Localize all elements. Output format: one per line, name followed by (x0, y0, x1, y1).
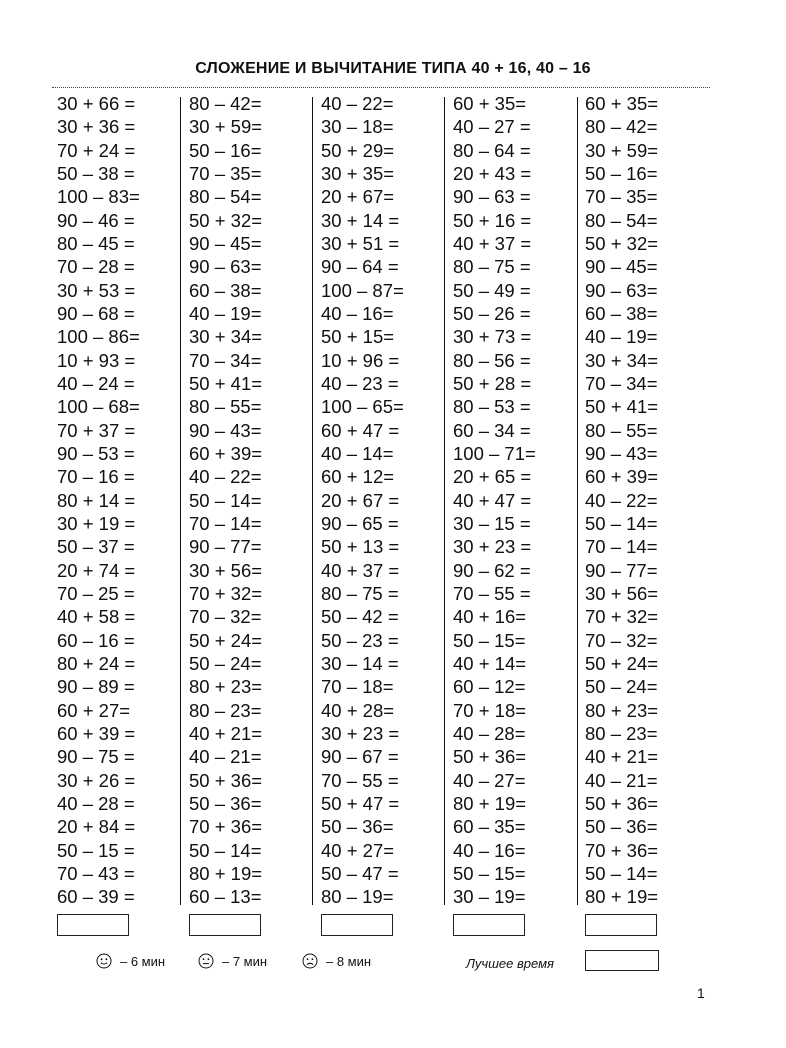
exercise-item: 50 + 28 = (453, 372, 532, 394)
exercise-item: 50 + 36= (585, 792, 659, 814)
exercise-item: 50 – 14= (585, 862, 658, 884)
exercise-item: 40 – 24 = (57, 372, 135, 394)
exercise-item: 50 – 15= (453, 629, 526, 651)
sad-face-icon (302, 953, 318, 969)
exercise-item: 80 – 42= (189, 93, 262, 114)
exercise-item: 40 – 27= (453, 769, 526, 791)
exercise-item: 80 + 23= (585, 699, 659, 721)
exercise-item: 90 – 45= (585, 256, 658, 278)
exercise-item: 90 – 68 = (57, 302, 135, 324)
exercise-item: 50 – 24= (585, 676, 658, 698)
exercise-item: 40 – 27 = (453, 116, 531, 138)
exercise-item: 50 – 36= (189, 792, 262, 814)
exercise-item: 20 + 67= (321, 186, 395, 208)
exercise-item: 30 – 19= (453, 886, 526, 908)
exercise-item: 40 – 28= (453, 722, 526, 744)
exercise-item: 10 + 96 = (321, 349, 400, 371)
exercise-item: 90 – 63= (585, 279, 658, 301)
exercise-item: 90 – 65 = (321, 512, 399, 534)
exercise-item: 40 – 23 = (321, 372, 399, 394)
column-divider (577, 97, 578, 905)
column-divider (180, 97, 181, 905)
exercise-item: 60 – 38= (189, 279, 262, 301)
exercise-item: 30 + 59= (189, 116, 263, 138)
exercise-item: 50 – 38 = (57, 162, 135, 184)
exercise-item: 60 – 38= (585, 302, 658, 324)
exercise-item: 80 – 56 = (453, 349, 531, 371)
legend-item-smile (96, 953, 165, 969)
exercise-item: 60 + 35= (585, 93, 659, 114)
exercise-item: 30 + 36 = (57, 116, 136, 138)
exercise-item: 20 + 84 = (57, 816, 136, 838)
exercise-item: 40 + 14= (453, 652, 527, 674)
exercise-item: 60 + 39 = (57, 722, 136, 744)
time-box-column-2[interactable] (189, 914, 261, 936)
exercise-item: 60 – 35= (453, 816, 526, 838)
exercise-item: 70 – 14= (585, 536, 658, 558)
exercise-item: 60 + 12= (321, 466, 395, 488)
page-number: 1 (697, 985, 705, 1001)
exercise-item: 30 + 56= (585, 582, 659, 604)
column-divider (444, 97, 445, 905)
exercise-item: 80 – 54= (585, 209, 658, 231)
smile-icon (96, 953, 112, 969)
exercise-item: 30 + 23 = (453, 536, 532, 558)
exercise-item: 90 – 75 = (57, 746, 135, 768)
exercise-item: 90 – 77= (189, 536, 262, 558)
exercise-item: 80 – 75 = (453, 256, 531, 278)
exercise-item: 90 – 64 = (321, 256, 399, 278)
exercise-item: 70 + 32= (189, 582, 263, 604)
exercise-item: 20 + 74 = (57, 559, 136, 581)
exercise-item: 90 – 46 = (57, 209, 135, 231)
exercise-item: 70 – 55 = (321, 769, 399, 791)
legend-text: – 6 мин (120, 953, 166, 969)
exercise-item: 70 – 32= (189, 606, 262, 628)
exercise-item: 70 + 36= (189, 816, 263, 838)
exercise-item: 40 + 37 = (453, 232, 532, 254)
exercise-item: 50 + 24= (585, 652, 659, 674)
page-title: СЛОЖЕНИЕ И ВЫЧИТАНИЕ ТИПА 40 + 16, 40 – 16 (195, 60, 591, 77)
exercise-item: 60 – 39 = (57, 886, 135, 908)
exercise-item: 80 – 23= (585, 722, 658, 744)
exercise-item: 100 – 86= (57, 326, 140, 348)
exercise-item: 30 + 73 = (453, 326, 532, 348)
exercise-item: 50 – 42 = (321, 606, 399, 628)
exercise-item: 50 – 36= (321, 816, 394, 838)
exercise-item: 30 + 66 = (57, 93, 136, 114)
column-divider (312, 97, 313, 905)
exercise-item: 30 – 18= (321, 116, 394, 138)
exercise-column-3 (321, 92, 404, 908)
exercise-item: 90 – 43= (189, 419, 262, 441)
exercise-item: 40 – 16= (453, 839, 526, 861)
exercise-item: 50 – 16= (189, 139, 262, 161)
exercise-item: 40 – 22= (321, 93, 394, 114)
exercise-item: 40 – 19= (189, 302, 262, 324)
exercise-item: 40 + 21= (585, 746, 659, 768)
exercise-item: 30 + 56= (189, 559, 263, 581)
exercise-item: 70 – 55 = (453, 582, 531, 604)
exercise-item: 100 – 83= (57, 186, 140, 208)
exercise-item: 50 – 26 = (453, 302, 531, 324)
exercise-item: 50 – 47 = (321, 862, 399, 884)
exercise-item: 50 – 36= (585, 816, 658, 838)
time-box-column-5[interactable] (585, 914, 657, 936)
exercise-item: 30 + 26 = (57, 769, 136, 791)
exercise-item: 70 – 25 = (57, 582, 135, 604)
exercise-item: 80 + 19= (189, 862, 263, 884)
exercise-item: 90 – 89 = (57, 676, 135, 698)
exercise-item: 40 – 21= (189, 746, 262, 768)
exercise-item: 50 – 49 = (453, 279, 531, 301)
exercise-item: 30 + 14 = (321, 209, 400, 231)
exercise-item: 50 + 16 = (453, 209, 532, 231)
exercise-item: 50 – 14= (189, 489, 262, 511)
exercise-item: 60 + 35= (453, 93, 527, 114)
exercise-item: 40 – 22= (189, 466, 262, 488)
neutral-face-icon (198, 953, 214, 969)
exercise-item: 50 + 41= (585, 396, 659, 418)
legend-item-neutral (198, 953, 267, 969)
time-box-column-4[interactable] (453, 914, 525, 936)
exercise-column-2 (189, 92, 262, 908)
exercise-item: 80 – 55= (585, 419, 658, 441)
exercise-item: 70 + 36= (585, 839, 659, 861)
exercise-item: 50 – 14= (585, 512, 658, 534)
exercise-item: 60 + 27= (57, 699, 131, 721)
exercise-item: 100 – 71= (453, 442, 536, 464)
exercise-item: 80 – 45 = (57, 232, 135, 254)
exercise-item: 90 – 53 = (57, 442, 135, 464)
exercise-item: 80 + 24 = (57, 652, 136, 674)
exercise-item: 40 + 37 = (321, 559, 400, 581)
exercise-item: 30 + 34= (189, 326, 263, 348)
exercise-item: 80 + 19= (585, 886, 659, 908)
exercise-item: 90 – 63= (189, 256, 262, 278)
legend-item-sad (302, 953, 371, 969)
exercise-item: 90 – 43= (585, 442, 658, 464)
exercise-item: 30 + 23 = (321, 722, 400, 744)
exercise-item: 80 – 75 = (321, 582, 399, 604)
exercise-item: 90 – 62 = (453, 559, 531, 581)
exercise-item: 50 + 36= (453, 746, 527, 768)
exercise-item: 50 + 15= (321, 326, 395, 348)
exercise-item: 80 – 42= (585, 116, 658, 138)
exercise-item: 30 + 19 = (57, 512, 136, 534)
exercise-item: 40 – 22= (585, 489, 658, 511)
exercise-item: 50 + 24= (189, 629, 263, 651)
exercise-item: 100 – 87= (321, 279, 404, 301)
exercise-item: 50 + 32= (585, 232, 659, 254)
exercise-item: 40 + 21= (189, 722, 263, 744)
exercise-item: 30 + 59= (585, 139, 659, 161)
exercise-item: 60 + 47 = (321, 419, 400, 441)
exercise-item: 50 + 32= (189, 209, 263, 231)
exercise-item: 50 + 41= (189, 372, 263, 394)
exercise-item: 20 + 65 = (453, 466, 532, 488)
exercise-item: 70 – 35= (585, 186, 658, 208)
exercise-item: 50 + 29= (321, 139, 395, 161)
exercise-item: 60 + 39= (189, 442, 263, 464)
exercise-item: 60 + 39= (585, 466, 659, 488)
exercise-item: 80 – 55= (189, 396, 262, 418)
exercise-item: 30 + 34= (585, 349, 659, 371)
exercise-item: 70 – 32= (585, 629, 658, 651)
exercise-item: 80 – 54= (189, 186, 262, 208)
exercise-item: 70 + 24 = (57, 139, 136, 161)
exercise-item: 50 – 16= (585, 162, 658, 184)
exercise-item: 80 + 23= (189, 676, 263, 698)
exercise-item: 70 – 43 = (57, 862, 135, 884)
exercise-item: 70 + 32= (585, 606, 659, 628)
exercise-item: 100 – 68= (57, 396, 140, 418)
exercise-item: 40 – 16= (321, 302, 394, 324)
exercise-item: 70 – 35= (189, 162, 262, 184)
exercise-item: 80 – 64 = (453, 139, 531, 161)
exercise-column-4 (453, 92, 536, 908)
exercise-column-1 (57, 92, 140, 908)
title-dotted-divider (52, 87, 710, 88)
exercise-item: 60 – 13= (189, 886, 262, 908)
exercise-item: 50 + 13 = (321, 536, 400, 558)
exercise-item: 80 – 23= (189, 699, 262, 721)
exercise-item: 70 – 16 = (57, 466, 135, 488)
exercise-item: 40 + 27= (321, 839, 395, 861)
exercise-item: 50 + 36= (189, 769, 263, 791)
exercise-item: 80 – 53 = (453, 396, 531, 418)
exercise-item: 50 + 47 = (321, 792, 400, 814)
exercise-item: 70 – 18= (321, 676, 394, 698)
exercise-column-5 (585, 92, 658, 908)
time-box-column-1[interactable] (57, 914, 129, 936)
exercise-item: 90 – 77= (585, 559, 658, 581)
exercise-item: 70 – 28 = (57, 256, 135, 278)
exercise-item: 100 – 65= (321, 396, 404, 418)
exercise-item: 60 – 16 = (57, 629, 135, 651)
exercise-item: 40 – 19= (585, 326, 658, 348)
exercise-item: 20 + 67 = (321, 489, 400, 511)
exercise-item: 40 + 28= (321, 699, 395, 721)
best-time-label: Лучшее время (466, 956, 554, 971)
exercise-item: 50 – 23 = (321, 629, 399, 651)
exercise-item: 70 + 37 = (57, 419, 136, 441)
exercise-item: 40 – 21= (585, 769, 658, 791)
exercise-item: 40 + 16= (453, 606, 527, 628)
exercise-item: 70 + 18= (453, 699, 527, 721)
exercise-item: 20 + 43 = (453, 162, 532, 184)
exercise-item: 70 – 14= (189, 512, 262, 534)
exercise-item: 90 – 63 = (453, 186, 531, 208)
exercise-item: 40 – 28 = (57, 792, 135, 814)
exercise-item: 80 + 14 = (57, 489, 136, 511)
legend-text: – 7 мин (222, 953, 268, 969)
legend-text: – 8 мин (326, 953, 372, 969)
exercise-item: 60 – 12= (453, 676, 526, 698)
exercise-item: 30 – 14 = (321, 652, 399, 674)
time-box-column-3[interactable] (321, 914, 393, 936)
exercise-item: 50 – 14= (189, 839, 262, 861)
exercise-item: 50 – 37 = (57, 536, 135, 558)
exercise-item: 30 + 51 = (321, 232, 400, 254)
exercise-item: 50 – 15 = (57, 839, 135, 861)
best-time-box[interactable] (585, 950, 659, 971)
exercise-item: 30 – 15 = (453, 512, 531, 534)
exercise-item: 70 – 34= (585, 372, 658, 394)
exercise-item: 40 + 58 = (57, 606, 136, 628)
exercise-item: 90 – 67 = (321, 746, 399, 768)
exercise-item: 80 + 19= (453, 792, 527, 814)
exercise-item: 60 – 34 = (453, 419, 531, 441)
exercise-item: 50 – 15= (453, 862, 526, 884)
exercise-item: 30 + 53 = (57, 279, 136, 301)
exercise-item: 40 – 14= (321, 442, 394, 464)
exercise-item: 30 + 35= (321, 162, 395, 184)
exercise-item: 70 – 34= (189, 349, 262, 371)
exercise-item: 80 – 19= (321, 886, 394, 908)
exercise-item: 40 + 47 = (453, 489, 532, 511)
exercise-item: 90 – 45= (189, 232, 262, 254)
exercise-item: 10 + 93 = (57, 349, 136, 371)
exercise-item: 50 – 24= (189, 652, 262, 674)
